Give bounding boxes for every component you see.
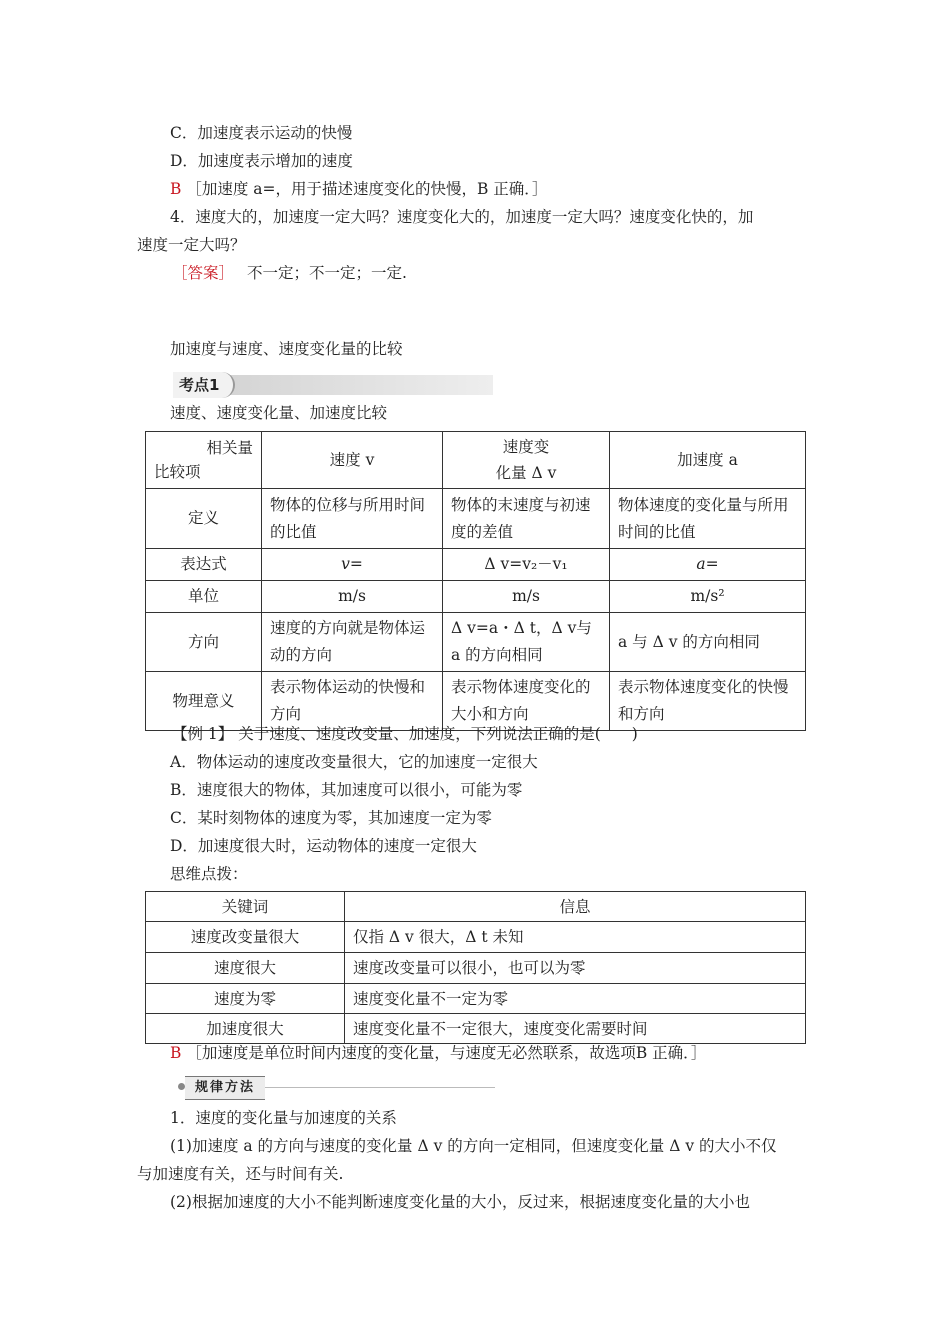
cell: m/s² <box>610 581 806 613</box>
thinking-hint: 思维点拨： <box>170 865 248 883</box>
example-option-a: A．物体运动的速度改变量很大，它的加速度一定很大 <box>170 753 538 771</box>
option-d: D．加速度表示增加的速度 <box>170 152 353 170</box>
method-point-3: (2)根据加速度的大小不能判断速度变化量的大小，反过来，根据速度变化量的大小也 <box>170 1193 750 1211</box>
question-4-line1: 4．速度大的，加速度一定大吗？速度变化大的，加速度一定大吗？速度变化快的，加 <box>170 208 754 226</box>
table-row <box>146 672 806 731</box>
method-rule <box>265 1087 495 1088</box>
example-option-d: D．加速度很大时，运动物体的速度一定很大 <box>170 837 477 855</box>
answer-2 <box>170 1043 706 1063</box>
answer-4-text: 不一定；不一定；一定. <box>246 264 407 282</box>
info-cell: 速度变化量不一定为零 <box>345 984 806 1014</box>
answer-letter: B <box>170 180 182 198</box>
cell: 表示物体速度变化的快慢和方向 <box>610 672 806 731</box>
row-label: 定义 <box>146 489 262 549</box>
header-delta-v <box>443 432 610 489</box>
table-header-row <box>146 432 806 489</box>
cell: 物体的末速度与初速度的差值 <box>443 489 610 549</box>
corner-top: 相关量 <box>206 439 253 457</box>
corner-cell <box>146 432 262 489</box>
info-cell: 仅指 Δ v 很大，Δ t 未知 <box>345 922 806 953</box>
info-cell: 速度变化量不一定很大，速度变化需要时间 <box>345 1014 806 1044</box>
keyword-header-row <box>146 892 806 922</box>
table-row <box>146 489 806 549</box>
header-acceleration: 加速度 a <box>610 432 806 489</box>
cell: Δ v=a・Δ t，Δ v与 a 的方向相同 <box>443 613 610 672</box>
option-c: C．加速度表示运动的快慢 <box>170 124 353 142</box>
question-4-line2: 速度一定大吗？ <box>137 236 246 254</box>
example-stem: 【例 1】 关于速度、速度改变量、加速度，下列说法正确的是( ) <box>172 725 638 743</box>
cell: 物体的位移与所用时间的比值 <box>262 489 443 549</box>
cell: Δ v=v₂－v₁ <box>443 549 610 581</box>
answer-2-letter: B <box>170 1044 182 1062</box>
table-row <box>146 922 806 953</box>
kaodian-label: 考点1 <box>173 372 235 398</box>
info-cell: 速度改变量可以很小，也可以为零 <box>345 953 806 984</box>
answer-explanation: ［加速度 a=，用于描述速度变化的快慢，B 正确．］ <box>186 180 548 198</box>
compare-table <box>145 431 806 731</box>
keyword-cell: 速度很大 <box>146 953 345 984</box>
kaodian-subtitle: 速度、速度变化量、加速度比较 <box>170 404 388 422</box>
cell: 表示物体运动的快慢和方向 <box>262 672 443 731</box>
keyword-cell: 速度改变量很大 <box>146 922 345 953</box>
row-label: 方向 <box>146 613 262 672</box>
method-dot-icon <box>178 1083 185 1090</box>
row-label: 表达式 <box>146 549 262 581</box>
method-point-2-line2: 与加速度有关，还与时间有关. <box>137 1165 344 1183</box>
cell: 表示物体速度变化的大小和方向 <box>443 672 610 731</box>
method-point-2-line1: (1)加速度 a 的方向与速度的变化量 Δ v 的方向一定相同，但速度变化量 Δ v 的大小不仅 <box>170 1137 777 1155</box>
keyword-cell: 加速度很大 <box>146 1014 345 1044</box>
table-row <box>146 613 806 672</box>
corner-bottom: 比较项 <box>154 463 201 481</box>
section-title: 加速度与速度、速度变化量的比较 <box>170 340 403 358</box>
cell: m/s <box>262 581 443 613</box>
cell: 物体速度的变化量与所用时间的比值 <box>610 489 806 549</box>
header-delta-v-line2: 化量 Δ v <box>495 464 557 482</box>
row-label: 物理意义 <box>146 672 262 731</box>
answer-4 <box>172 263 407 283</box>
cell: a 与 Δ v 的方向相同 <box>610 613 806 672</box>
keyword-table <box>145 891 806 1044</box>
table-row <box>146 1014 806 1044</box>
cell: a= <box>610 549 806 581</box>
cell: 速度的方向就是物体运动的方向 <box>262 613 443 672</box>
cell: m/s <box>443 581 610 613</box>
method-point-1: 1．速度的变化量与加速度的关系 <box>170 1109 397 1127</box>
example-option-c: C．某时刻物体的速度为零，其加速度一定为零 <box>170 809 492 827</box>
table-row <box>146 549 806 581</box>
header-keyword: 关键词 <box>146 892 345 922</box>
header-velocity: 速度 v <box>262 432 443 489</box>
header-info: 信息 <box>345 892 806 922</box>
keyword-cell: 速度为零 <box>146 984 345 1014</box>
table-row <box>146 581 806 613</box>
table-row <box>146 953 806 984</box>
answer-2-explanation: ［加速度是单位时间内速度的变化量，与速度无必然联系，故选项B 正确．］ <box>186 1044 707 1062</box>
example-option-b: B．速度很大的物体，其加速度可以很小，可能为零 <box>170 781 523 799</box>
header-delta-v-line1: 速度变 <box>502 438 550 456</box>
cell: v= <box>262 549 443 581</box>
table-row <box>146 984 806 1014</box>
row-label: 单位 <box>146 581 262 613</box>
answer-tag: ［答案］ <box>172 264 235 282</box>
answer-line <box>170 179 548 199</box>
method-label: 规律方法 <box>185 1076 265 1100</box>
